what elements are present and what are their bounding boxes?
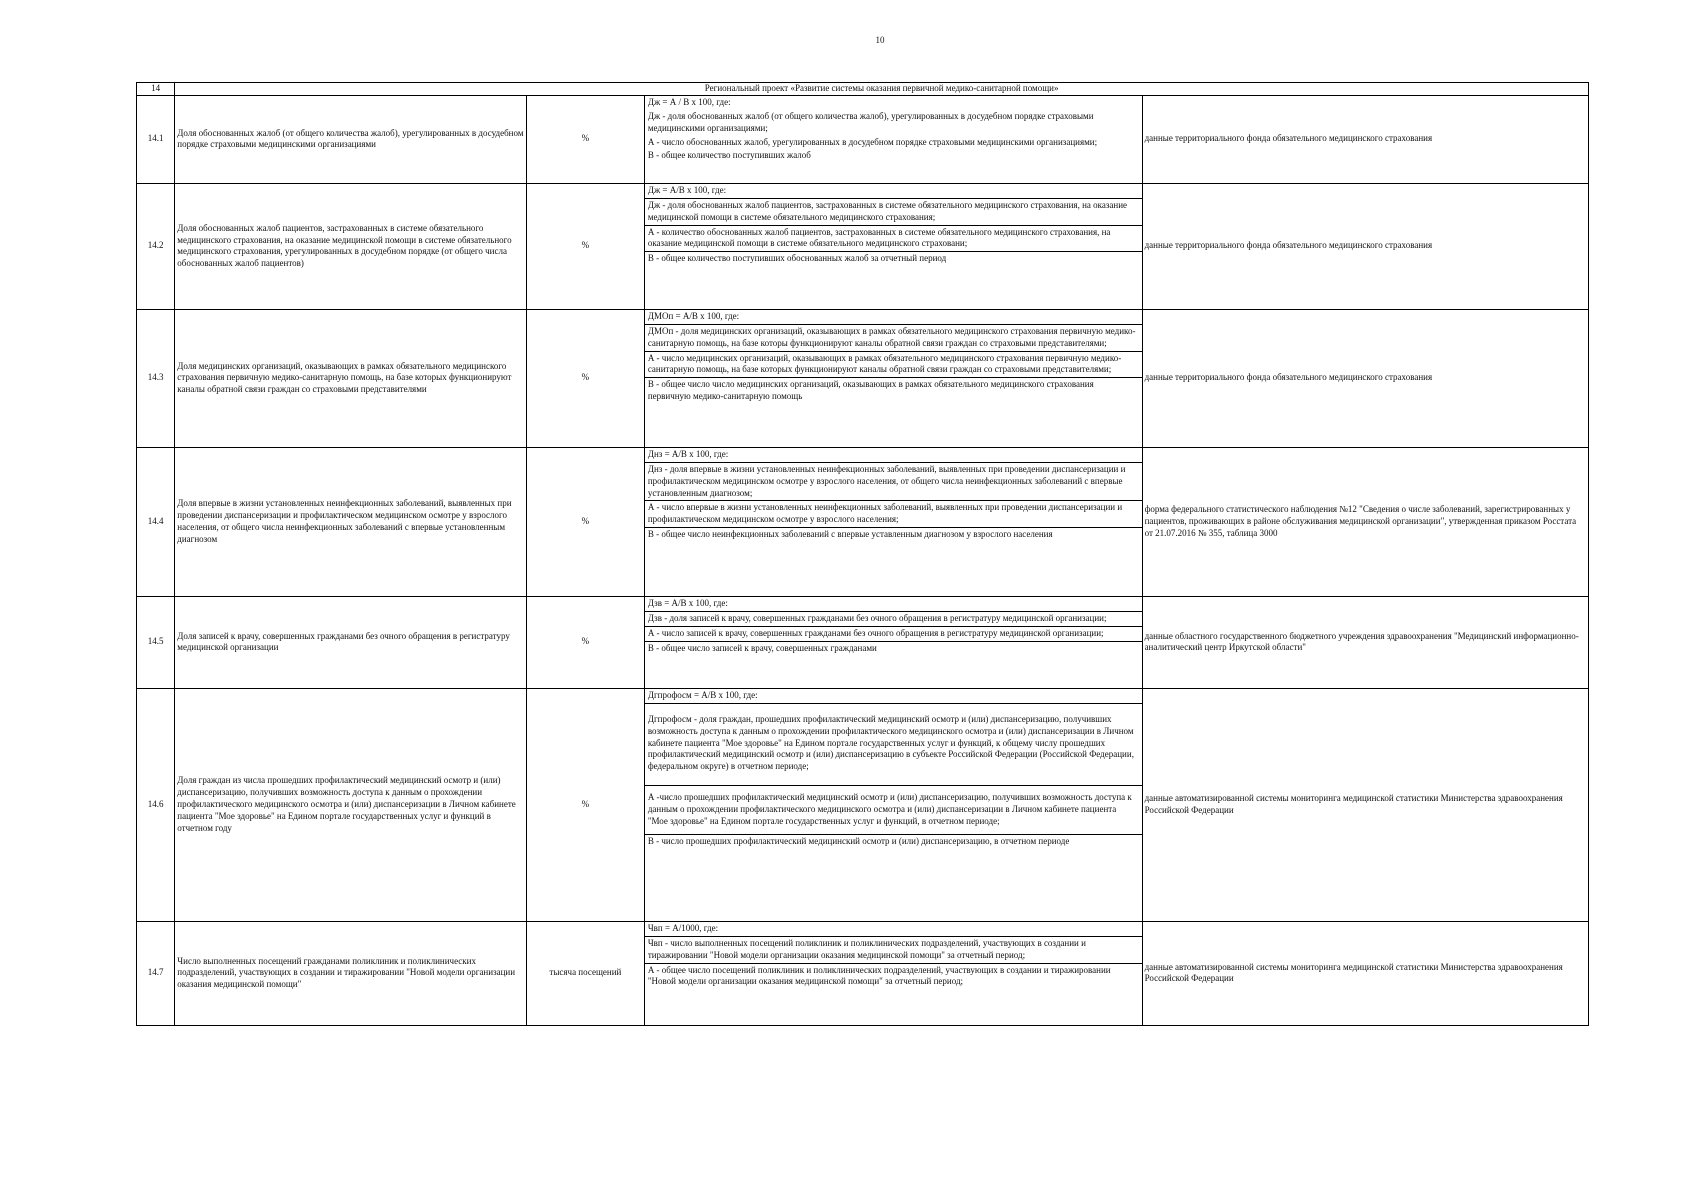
formula-line: В - общее количество поступивших обоснованных жалоб за отчетный период [647, 253, 947, 264]
formula-cell [644, 95, 1142, 183]
row-number: 14.3 [137, 309, 175, 447]
data-source: данные территориального фонда обязательного медицинского страхования [1142, 95, 1588, 183]
indicator-name: Доля граждан из числа прошедших профилактический медицинский осмотр и (или) диспансеризацию, получивших возможность доступа к данным о прохождении профилактического медицинского осмотра и (или) диспансеризации в Личном кабинете пациента "Мое здоровье" на Едином портале государственных услуг и функций в отчетном году [175, 688, 527, 921]
data-source: данные автоматизированной системы мониторинга медицинской статистики Министерства здравоохранения Российской Федерации [1142, 688, 1588, 921]
formula-line: ДМОп = А/В х 100, где: [645, 310, 1142, 325]
formula-line: А - число записей к врачу, совершенных гражданами без очного обращения в регистратуру медицинской организации; [645, 627, 1142, 642]
table-row [137, 596, 1589, 688]
indicator-name: Доля обоснованных жалоб пациентов, застрахованных в системе обязательного медицинского страхования, на оказание медицинской помощи в системе обязательного медицинского страхования, урегулированных в досудебном порядке (от общего числа обоснованных жалоб пациентов) [175, 183, 527, 309]
formula-line: Дж = А/В х 100, где: [645, 184, 1142, 199]
formula-line: Дж - доля обоснованных жалоб (от общего количества жалоб), урегулированных в досудебном порядке страховыми медицинскими организациями; [647, 110, 1094, 133]
formula-line: В - общее количество поступивших жалоб [647, 150, 811, 161]
unit-of-measure: % [526, 596, 644, 688]
indicator-name: Доля впервые в жизни установленных неинфекционных заболеваний, выявленных при проведении диспансеризации и профилактическом медицинском осмотре у взрослого населения, от общего числа неинфекционных заболеваний с впервые установленным диагнозом [175, 447, 527, 596]
indicator-name: Доля записей к врачу, совершенных гражданами без очного обращения в регистратуру медицинской организации [175, 596, 527, 688]
formula-line: В - число прошедших профилактический медицинский осмотр и (или) диспансеризацию, в отчетном периоде [647, 835, 1070, 846]
row-number: 14.4 [137, 447, 175, 596]
table-row [137, 95, 1589, 183]
section-title: Региональный проект «Развитие системы оказания первичной медико-санитарной помощи» [175, 83, 1589, 96]
formula-line: ДМОп - доля медицинских организаций, оказывающих в рамках обязательного медицинского страхования первичную медико-санитарную помощь, на базе которы функционируют каналы обратной связи граждан со страховыми представителями; [645, 325, 1142, 352]
data-source: данные территориального фонда обязательного медицинского страхования [1142, 309, 1588, 447]
formula-line: А - общее число посещений поликлиник и поликлинических подразделений, участвующих в создании и тиражировании "Новой модели организации оказания медицинской помощи" за отчетный период; [647, 964, 1111, 987]
formula-line: В - общее число число медицинских организаций, оказывающих в рамках обязательного медицинского страхования первичную медико-санитарную помощь [647, 379, 1094, 402]
unit-of-measure: % [526, 183, 644, 309]
formula-line: Чвп = А/1000, где: [645, 922, 1142, 937]
formula-cell [644, 447, 1142, 596]
table-row [137, 688, 1589, 921]
indicator-table [136, 82, 1589, 1026]
data-source: данные территориального фонда обязательного медицинского страхования [1142, 183, 1588, 309]
formula-line: Дгпрофосм = А/В х 100, где: [645, 689, 1142, 704]
formula-cell [644, 596, 1142, 688]
formula-line: Дж - доля обоснованных жалоб пациентов, застрахованных в системе обязательного медицинского страхования, на оказание медицинской помощи в системе обязательного медицинского страхования; [645, 199, 1142, 226]
data-source: данные автоматизированной системы мониторинга медицинской статистики Министерства здравоохранения Российской Федерации [1142, 921, 1588, 1025]
formula-line: Дзв - доля записей к врачу, совершенных гражданами без очного обращения в регистратуру медицинской организации; [645, 612, 1142, 627]
formula-cell [644, 309, 1142, 447]
data-source: форма федерального статистического наблюдения №12 "Сведения о числе заболеваний, зарегистрированных у пациентов, проживающих в районе обслуживания медицинской организации", утвержденная приказом Росстата от 21.07.2016 № 355, таблица 3000 [1142, 447, 1588, 596]
unit-of-measure: % [526, 95, 644, 183]
row-number: 14.7 [137, 921, 175, 1025]
formula-line: А -число прошедших профилактический медицинский осмотр и (или) диспансеризацию, получивших возможность доступа к данным о прохождении профилактического медицинского осмотра и (или) диспансеризации в Личном кабинете пациента "Мое здоровье" на Едином портале государственных услуг и функций, в отчетном периоде; [645, 786, 1142, 835]
formula-line: В - общее число записей к врачу, совершенных гражданами [647, 642, 877, 653]
formula-line: А - число впервые в жизни установленных неинфекционных заболеваний, выявленных при проведении диспансеризации и профилактическом медицинском осмотре у взрослого населения; [645, 501, 1142, 528]
formula-line: Днз = А/В х 100, где: [645, 448, 1142, 463]
unit-of-measure: % [526, 309, 644, 447]
indicator-name: Доля медицинских организаций, оказывающих в рамках обязательного медицинского страхования первичную медико-санитарную помощь, на базе которых функционируют каналы обратной связи граждан со страховыми представителями [175, 309, 527, 447]
formula-cell [644, 688, 1142, 921]
row-number: 14.6 [137, 688, 175, 921]
formula-line: Дж = А / В х 100, где: [647, 96, 731, 107]
table-row [137, 921, 1589, 1025]
formula-line: Дгпрофосм - доля граждан, прошедших профилактический медицинский осмотр и (или) диспансеризацию, получивших возможность доступа к данным о прохождении профилактического медицинского осмотра и (или) диспансеризации в Личном кабинете пациента "Мое здоровье" на Едином портале государственных услуг и функций, к общему числу прошедших профилактический медицинский осмотр и (или) диспансеризацию в субъекте Российской Федерации (Российской Федерации, федеральном округе) в отчетном периоде; [645, 704, 1142, 786]
formula-line: А - число обоснованных жалоб, урегулированных в досудебном порядке страховыми медицинскими организациями; [647, 136, 1098, 147]
indicator-name: Доля обоснованных жалоб (от общего количества жалоб), урегулированных в досудебном порядке страховыми медицинскими организациями [175, 95, 527, 183]
formula-line: Дзв = А/В х 100, где: [645, 597, 1142, 612]
row-number: 14.2 [137, 183, 175, 309]
formula-line: А - количество обоснованных жалоб пациентов, застрахованных в системе обязательного медицинского страхования, на оказание медицинской помощи в системе обязательного медицинского страховани; [645, 226, 1142, 253]
section-number: 14 [137, 83, 175, 96]
indicator-name: Число выполненных посещений гражданами поликлиник и поликлинических подразделений, участвующих в создании и тиражировании "Новой модели организации оказания медицинской помощи" [175, 921, 527, 1025]
table-row [137, 309, 1589, 447]
table-row [137, 447, 1589, 596]
formula-line: В - общее число неинфекционных заболеваний с впервые уставленным диагнозом у взрослого населения [647, 529, 1053, 540]
row-number: 14.1 [137, 95, 175, 183]
section-header-row [137, 83, 1589, 96]
table-row [137, 183, 1589, 309]
formula-line: Чвп - число выполненных посещений поликлиник и поликлинических подразделений, участвующих в создании и тиражировании "Новой модели организации оказания медицинской помощи" за отчетный период; [645, 937, 1142, 964]
formula-cell [644, 921, 1142, 1025]
formula-line: А - число медицинских организаций, оказывающих в рамках обязательного медицинского страхования первичную медико-санитарную помощь, на базе которых функционируют каналы обратной связи граждан со страховыми представителями; [645, 352, 1142, 379]
page-number: 10 [875, 35, 885, 45]
formula-line: Днз - доля впервые в жизни установленных неинфекционных заболеваний, выявленных при проведении диспансеризации и профилактическом медицинском осмотре у взрослого населения, от общего числа неинфекционных заболеваний с впервые установленным диагнозом; [645, 463, 1142, 502]
row-number: 14.5 [137, 596, 175, 688]
unit-of-measure: тысяча посещений [526, 921, 644, 1025]
unit-of-measure: % [526, 688, 644, 921]
formula-cell [644, 183, 1142, 309]
data-source: данные областного государственного бюджетного учреждения здравоохранения "Медицинский информационно-аналитический центр Иркутской области" [1142, 596, 1588, 688]
unit-of-measure: % [526, 447, 644, 596]
